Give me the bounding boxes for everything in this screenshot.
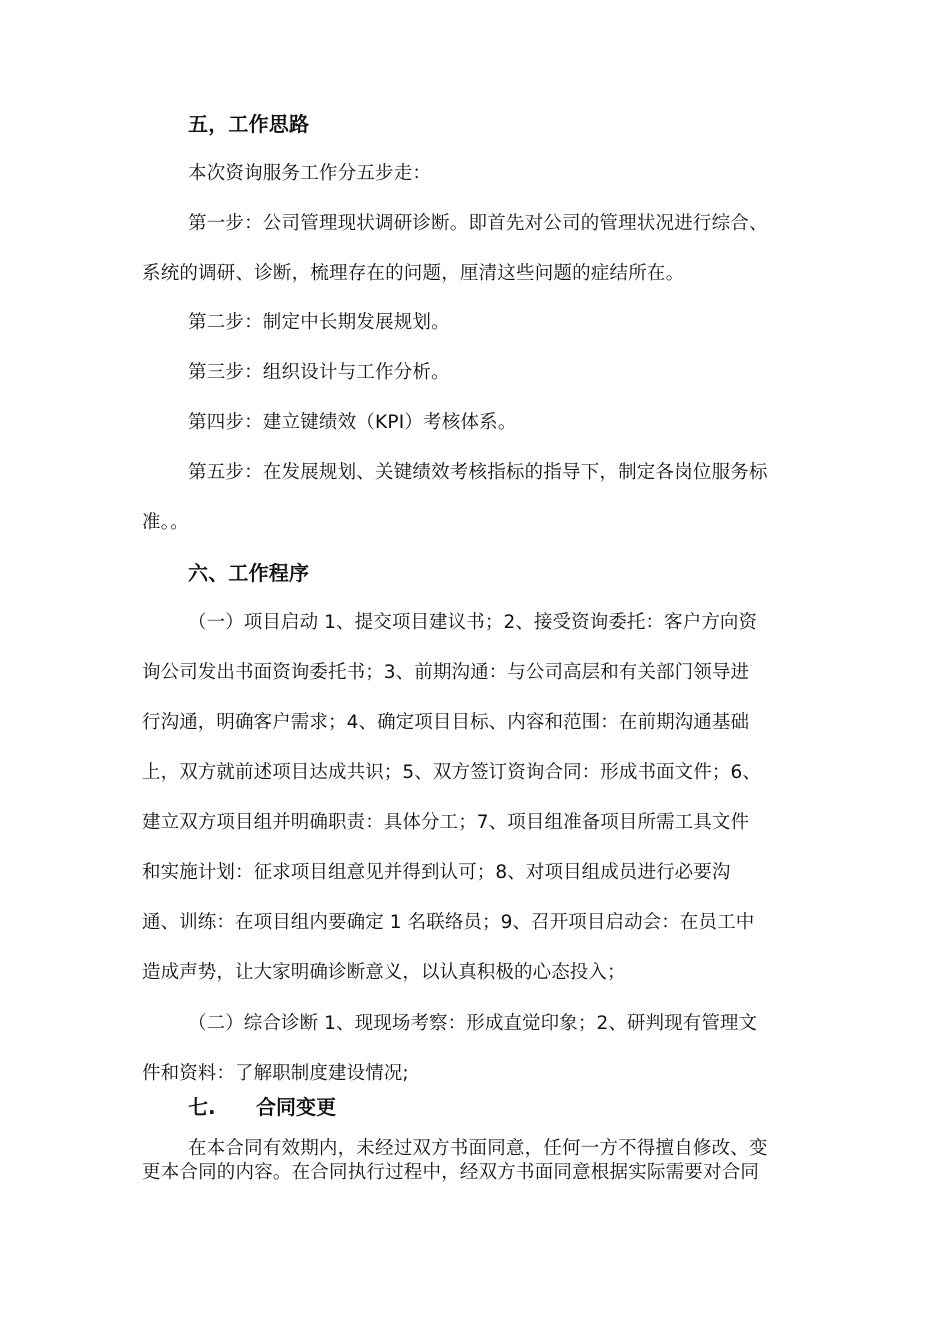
section-7-line: 更本合同的内容。在合同执行过程中，经双方书面同意根据实际需要对合同: [142, 1162, 760, 1183]
part-1-line: 造成声势，让大家明确诊断意义，以认真积极的心态投入；: [142, 962, 626, 983]
step-1-line-2: 系统的调研、诊断，梳理存在的问题，厘清这些问题的症结所在。: [142, 263, 685, 284]
part-1-line: 建立双方项目组并明确职责：具体分工；7、项目组准备项目所需工具文件: [142, 812, 750, 833]
part-2-line: （二）综合诊断 1、现现场考察：形成直觉印象；2、研判现有管理文: [188, 1013, 758, 1034]
section-7-line: 在本合同有效期内，未经过双方书面同意，任何一方不得擅自修改、变: [188, 1138, 768, 1159]
section-5-intro: 本次资询服务工作分五步走：: [188, 163, 432, 184]
section-7-heading: 合同变更: [256, 1095, 336, 1119]
step-4: 第四步：建立键绩效（KPI）考核体系。: [188, 412, 517, 433]
part-2-line: 件和资料：了解职制度建设情况;: [142, 1063, 409, 1084]
part-1-line: 上，双方就前述项目达成共识；5、双方签订资询合同：形成书面文件；6、: [142, 762, 761, 783]
step-5-line-2: 准。。: [142, 512, 189, 533]
part-1-line: 行沟通，明确客户需求；4、确定项目目标、内容和范围：在前期沟通基础: [142, 712, 750, 733]
part-1-line: （一）项目启动 1、提交项目建议书；2、接受资询委托：客户方向资: [188, 612, 758, 633]
step-1-line-1: 第一步：公司管理现状调研诊断。即首先对公司的管理状况进行综合、: [188, 213, 768, 234]
step-3: 第三步：组织设计与工作分析。: [188, 362, 450, 383]
section-7-number: 七.: [188, 1095, 216, 1119]
part-1-line: 通、训练：在项目组内要确定 1 名联络员；9、召开项目启动会：在员工中: [142, 912, 755, 933]
step-2: 第二步：制定中长期发展规划。: [188, 312, 450, 333]
part-1-line: 和实施计划：征求项目组意见并得到认可；8、对项目组成员进行必要沟: [142, 862, 731, 883]
section-6-heading: 六、工作程序: [188, 561, 310, 585]
section-5-heading: 五，工作思路: [188, 112, 310, 136]
step-5-line-1: 第五步：在发展规划、关键绩效考核指标的指导下，制定各岗位服务标: [188, 462, 768, 483]
part-1-line: 询公司发出书面资询委托书；3、前期沟通：与公司高层和有关部门领导进: [142, 662, 750, 683]
